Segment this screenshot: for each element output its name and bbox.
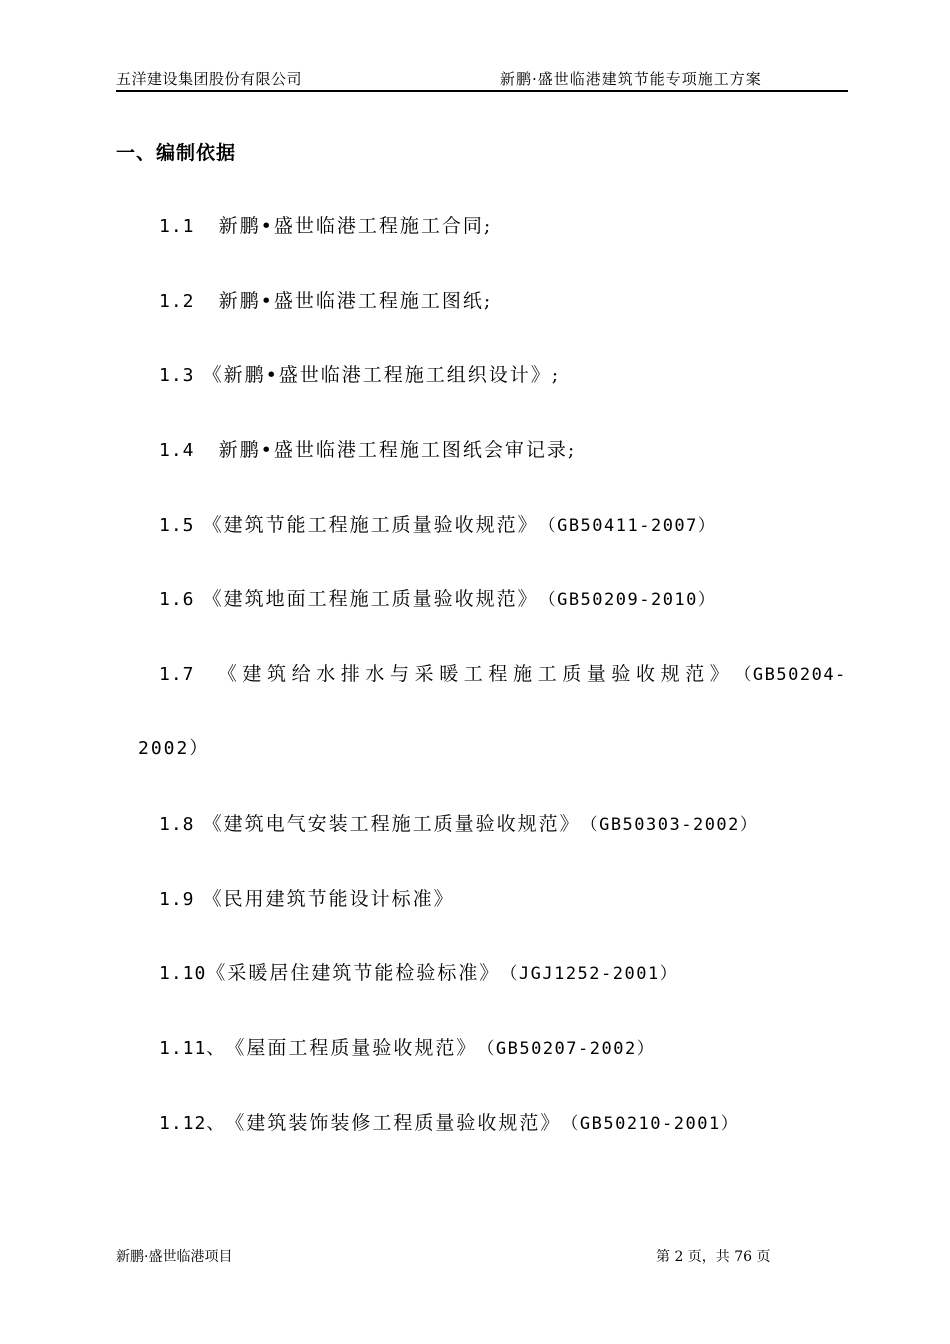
reference-code: （GB50303-2002） bbox=[580, 815, 759, 835]
reference-number: 1.4 bbox=[159, 440, 195, 461]
reference-item-1-1 bbox=[159, 213, 492, 240]
reference-item-1-4 bbox=[159, 437, 576, 464]
reference-item-1-12 bbox=[159, 1110, 739, 1137]
reference-code: （JGJ1252-2001） bbox=[500, 964, 679, 984]
reference-number: 1.9 bbox=[159, 889, 195, 910]
reference-number: 1.10 bbox=[159, 963, 207, 984]
reference-number: 1.8 bbox=[159, 814, 195, 835]
reference-text: 《建筑装饰装修工程质量验收规范》 bbox=[225, 1112, 562, 1134]
reference-item-1-11 bbox=[159, 1035, 655, 1062]
reference-text: 《建筑电气安装工程施工质量验收规范》 bbox=[202, 813, 581, 835]
reference-item-1-2 bbox=[159, 288, 492, 315]
reference-item-1-6 bbox=[159, 586, 716, 613]
reference-item-1-10 bbox=[159, 960, 678, 987]
reference-text: 《建筑给水排水与采暖工程施工质量验收规范》 bbox=[217, 663, 735, 685]
reference-text: 新鹏•盛世临港工程施工图纸会审记录; bbox=[218, 439, 577, 461]
reference-item-1-8 bbox=[159, 811, 758, 838]
reference-item-1-9 bbox=[159, 886, 455, 913]
reference-text: 新鹏•盛世临港工程施工图纸; bbox=[218, 290, 493, 312]
page-footer bbox=[116, 1246, 848, 1268]
reference-text: 《建筑节能工程施工质量验收规范》 bbox=[202, 514, 539, 536]
reference-number: 1.2 bbox=[159, 291, 195, 312]
page-header bbox=[116, 66, 848, 92]
header-document-title: 新鹏·盛世临港建筑节能专项施工方案 bbox=[500, 70, 762, 88]
reference-text: 《新鹏•盛世临港工程施工组织设计》; bbox=[202, 364, 561, 386]
reference-number: 1.6 bbox=[159, 589, 195, 610]
reference-text: 《建筑地面工程施工质量验收规范》 bbox=[202, 588, 539, 610]
reference-number: 1.3 bbox=[159, 365, 195, 386]
reference-item-1-7-continuation: 2002） bbox=[138, 738, 210, 759]
reference-code: （GB50207-2002） bbox=[477, 1039, 656, 1059]
reference-code: （GB50411-2007） bbox=[538, 516, 717, 536]
reference-number: 1.5 bbox=[159, 515, 195, 536]
section-heading: 一、编制依据 bbox=[116, 142, 237, 164]
reference-text: 《采暖居住建筑节能检验标准》 bbox=[206, 962, 501, 984]
reference-text: 《屋面工程质量验收规范》 bbox=[225, 1037, 478, 1059]
reference-number: 1.12、 bbox=[159, 1113, 226, 1134]
reference-text: 《民用建筑节能设计标准》 bbox=[202, 888, 455, 910]
reference-item-1-5 bbox=[159, 512, 716, 539]
header-company: 五洋建设集团股份有限公司 bbox=[116, 70, 303, 88]
reference-code: （GB50204- bbox=[734, 665, 847, 685]
reference-number: 1.1 bbox=[159, 216, 195, 237]
reference-text: 新鹏•盛世临港工程施工合同; bbox=[218, 215, 493, 237]
footer-page-info: 第 2 页，共 76 页 bbox=[656, 1249, 771, 1265]
footer-project: 新鹏·盛世临港项目 bbox=[116, 1249, 233, 1265]
reference-item-1-3 bbox=[159, 362, 560, 389]
reference-item-1-7 bbox=[159, 661, 847, 688]
reference-number: 1.7 bbox=[159, 664, 195, 685]
reference-code: （GB50210-2001） bbox=[561, 1114, 740, 1134]
reference-number: 1.11、 bbox=[159, 1038, 226, 1059]
reference-code: （GB50209-2010） bbox=[538, 590, 717, 610]
